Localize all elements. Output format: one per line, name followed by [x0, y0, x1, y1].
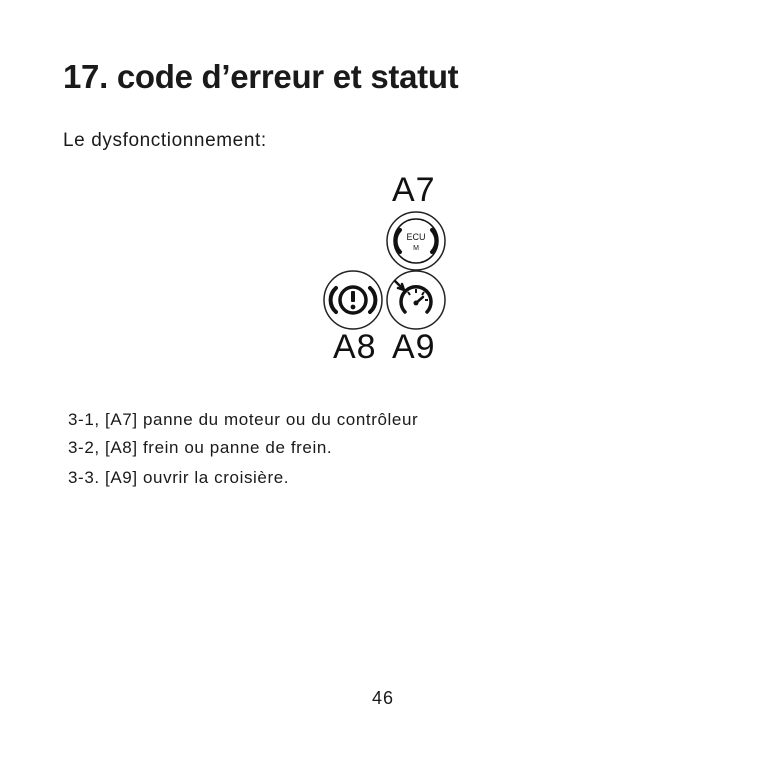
page-number: 46: [372, 688, 395, 708]
code-label-a8: A8: [333, 328, 377, 366]
code-label-a9: A9: [392, 328, 436, 366]
ecu-icon-subtext: M: [413, 245, 419, 252]
engine-controller-icon: [385, 210, 447, 272]
legend-item-a8: 3-2, [A8] frein ou panne de frein.: [68, 438, 333, 457]
brake-warning-icon: [322, 269, 384, 331]
intro-text: Le dysfonctionnement:: [63, 130, 267, 151]
code-label-a7: A7: [392, 171, 436, 209]
ecu-icon-text: ECU: [406, 232, 426, 242]
legend-item-a9: 3-3. [A9] ouvrir la croisière.: [68, 468, 290, 487]
cruise-control-icon: [385, 269, 447, 331]
page-title: 17. code d’erreur et statut: [63, 58, 459, 95]
legend-item-a7: 3-1, [A7] panne du moteur ou du contrôleur: [68, 410, 419, 429]
